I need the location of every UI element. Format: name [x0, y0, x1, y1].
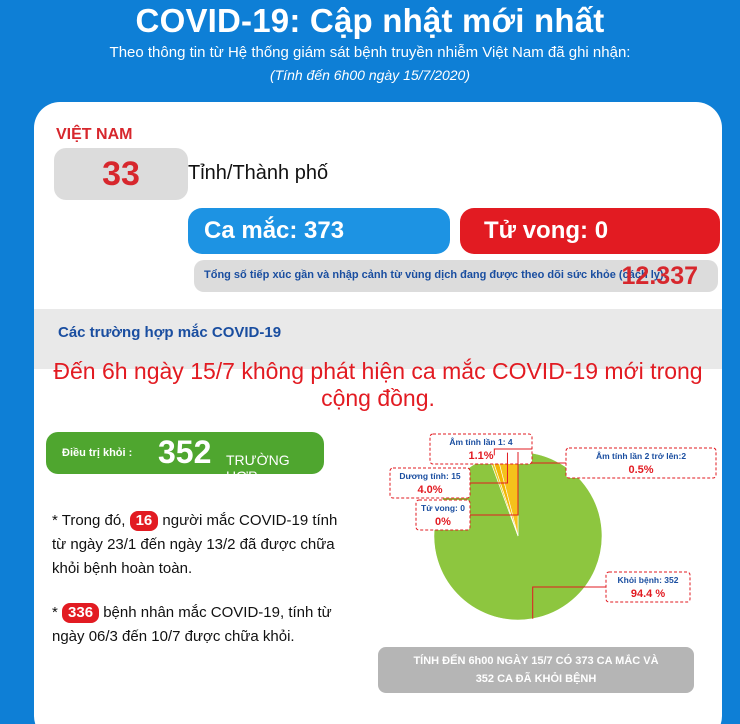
note2-text: bệnh nhân mắc COVID-19, tính từ ngày 06/3 đến 10/7 được chữa khỏi. — [52, 604, 332, 645]
page-title: COVID-19: Cập nhật mới nhất — [135, 2, 605, 39]
slice-category-label: Âm tính lần 1: 4 — [449, 437, 513, 447]
main-card — [34, 102, 722, 724]
footer-line-2: 352 CA ĐÃ KHỎI BỆNH — [475, 673, 597, 685]
note1-prefix: * Trong đó, — [52, 512, 126, 529]
slice-value-label: 0% — [435, 516, 451, 528]
slice-category-label: Dương tính: 15 — [399, 471, 461, 481]
contact-label: Tổng số tiếp xúc gần và nhập cảnh từ vùng dịch đang được theo dõi sức khỏe (cách ly): — [204, 269, 668, 281]
slice-value-label: 4.0% — [417, 484, 443, 496]
note1-text: người mắc COVID-19 tính từ ngày 23/1 đến ngày 13/2 đã được chữa khỏi bệnh hoàn toàn. — [52, 512, 338, 577]
recovered-label: Điều trị khỏi : — [62, 447, 133, 459]
section-title: Các trường hợp mắc COVID-19 — [58, 324, 282, 341]
recovered-value: 352 — [158, 434, 212, 470]
slice-category-label: Âm tính lần 2 trở lên:2 — [595, 451, 687, 461]
note2-count-pill: 336 — [62, 603, 99, 623]
country-label: VIỆT NAM — [56, 126, 133, 143]
recovered-unit: TRƯỜNG HỢP — [226, 452, 290, 484]
slice-value-label: 94.4 % — [630, 588, 666, 600]
date-note: (Tính đến 6h00 ngày 15/7/2020) — [269, 67, 471, 83]
slice-category-label: Tử vong: 0 — [421, 503, 465, 513]
provinces-count: 33 — [54, 148, 188, 200]
cases-badge: Ca mắc: 373 — [188, 208, 450, 254]
headline: Đến 6h ngày 15/7 không phát hiện ca mắc COVID-19 mới trong cộng đồng. — [53, 358, 703, 411]
note1-count-pill: 16 — [130, 511, 159, 531]
slice-value-label: 1.1% — [468, 450, 494, 462]
note2-prefix: * — [52, 604, 58, 621]
provinces-label: Tỉnh/Thành phố — [188, 162, 329, 184]
slice-value-label: 0.5% — [628, 464, 654, 476]
footer-note — [378, 647, 694, 693]
slice-category-label: Khỏi bệnh: 352 — [617, 575, 679, 585]
contact-value: 12.337 — [621, 262, 698, 290]
page-subtitle: Theo thông tin từ Hệ thống giám sát bệnh truyền nhiễm Việt Nam đã ghi nhận: — [109, 44, 631, 61]
deaths-badge: Tử vong: 0 — [460, 208, 720, 254]
pie-chart — [34, 102, 722, 702]
footer-line-1: TÍNH ĐẾN 6h00 NGÀY 15/7 CÓ 373 CA MẮC VÀ — [413, 655, 659, 667]
